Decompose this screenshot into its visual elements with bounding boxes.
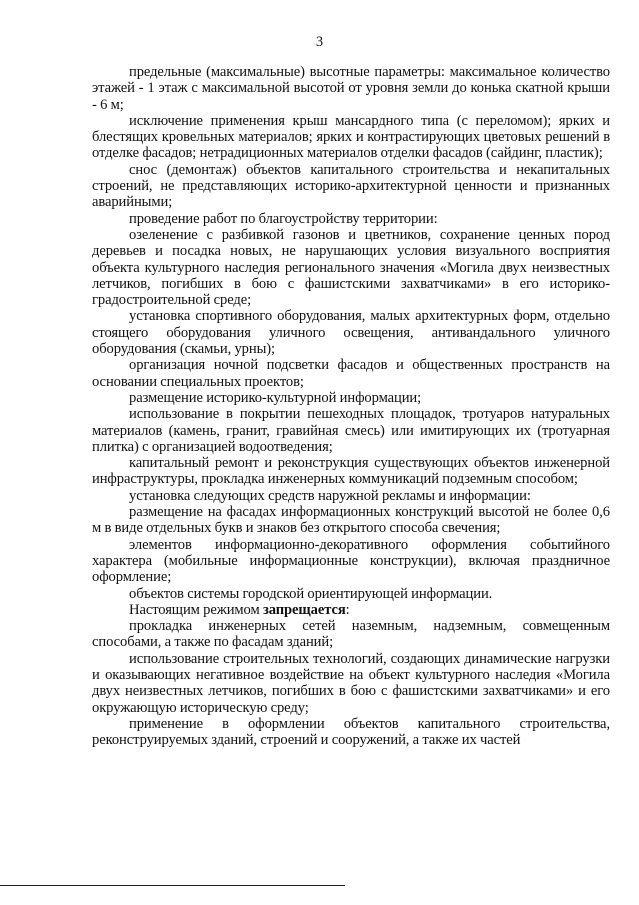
paragraph-facade-signs: размещение на фасадах информационных конструкций высотой не более 0,6 м в виде отдельных букв и знаков без открытого способа свечения; bbox=[92, 504, 610, 537]
paragraph-height-limits: предельные (максимальные) высотные параметры: максимальное количество этажей - 1 этаж с максимальной высотой от уровня земли до конька скатной крыши - 6 м; bbox=[92, 64, 610, 113]
document-body bbox=[92, 64, 610, 748]
paragraph-landscaping-heading: проведение работ по благоустройству территории: bbox=[129, 210, 438, 227]
paragraph-demolition: снос (демонтаж) объектов капитального строительства и некапитальных строений, не представляющих историко-архитектурной ценности и признанных аварийными; bbox=[92, 161, 610, 211]
paragraph-dynamic-loads: использование строительных технологий, создающих динамические нагрузки и оказывающих негативное воздействие на объект культурного наследия «Могила двух неизвестных летчиков, погибших в бою с фашистскими захватчиками» и его окружающую историческую среду; bbox=[92, 650, 610, 716]
paragraph-wayfinding: объектов системы городской ориентирующей информации. bbox=[129, 585, 493, 602]
paragraph-prohibited-heading bbox=[92, 602, 610, 618]
paragraph-advertising-heading: установка следующих средств наружной рекламы и информации: bbox=[129, 487, 531, 504]
paragraph-paving: использование в покрытии пешеходных площадок, тротуаров натуральных материалов (камень, гранит, гравийная смесь) или имитирующих их (тротуарная плитка) с организацией водоотведения; bbox=[92, 406, 610, 455]
paragraph-infrastructure: капитальный ремонт и реконструкция существующих объектов инженерной инфраструктуры, прокладка инженерных коммуникаций подземным способом; bbox=[92, 455, 610, 488]
paragraph-design-application: применение в оформлении объектов капитального строительства, реконструируемых зданий, строений и сооружений, а также их частей bbox=[92, 715, 610, 749]
prohibited-keyword: запрещается bbox=[262, 601, 346, 618]
footer-divider bbox=[0, 885, 345, 886]
paragraph-sports-equipment: установка спортивного оборудования, малых архитектурных форм, отдельно стоящего оборудования уличного освещения, антивандального уличного оборудования (скамьи, урны); bbox=[92, 308, 610, 358]
paragraph-cultural-info: размещение историко-культурной информации; bbox=[129, 389, 422, 406]
prohibited-colon: : bbox=[345, 601, 350, 618]
paragraph-night-lighting: организация ночной подсветки фасадов и общественных пространств на основании специальных проектов; bbox=[92, 357, 610, 390]
page-number: 3 bbox=[315, 34, 324, 50]
paragraph-utility-lines: прокладка инженерных сетей наземным, надземным, совмещенным способами, а также по фасадам зданий; bbox=[92, 618, 610, 651]
paragraph-event-decor: элементов информационно-декоративного оформления событийного характера (мобильные информационные конструкции), включая праздничное оформление; bbox=[92, 536, 610, 586]
paragraph-greening: озеленение с разбивкой газонов и цветников, сохранение ценных пород деревьев и посадка новых, не нарушающих условия визуального восприятия объекта культурного наследия регионального значения «Могила двух неизвестных летчиков, погибших в бою с фашистскими захватчиками» в его историко-градостроительной среде; bbox=[92, 226, 610, 309]
paragraph-roof-exclusions: исключение применения крыш мансардного типа (с переломом); ярких и блестящих кровельных материалов; ярких и контрастирующих цветовых решений в отделке фасадов; нетрадиционных материалов отделки фасадов (сайдинг, пластик); bbox=[92, 112, 610, 162]
prohibited-lead-text: Настоящим режимом bbox=[129, 601, 263, 618]
